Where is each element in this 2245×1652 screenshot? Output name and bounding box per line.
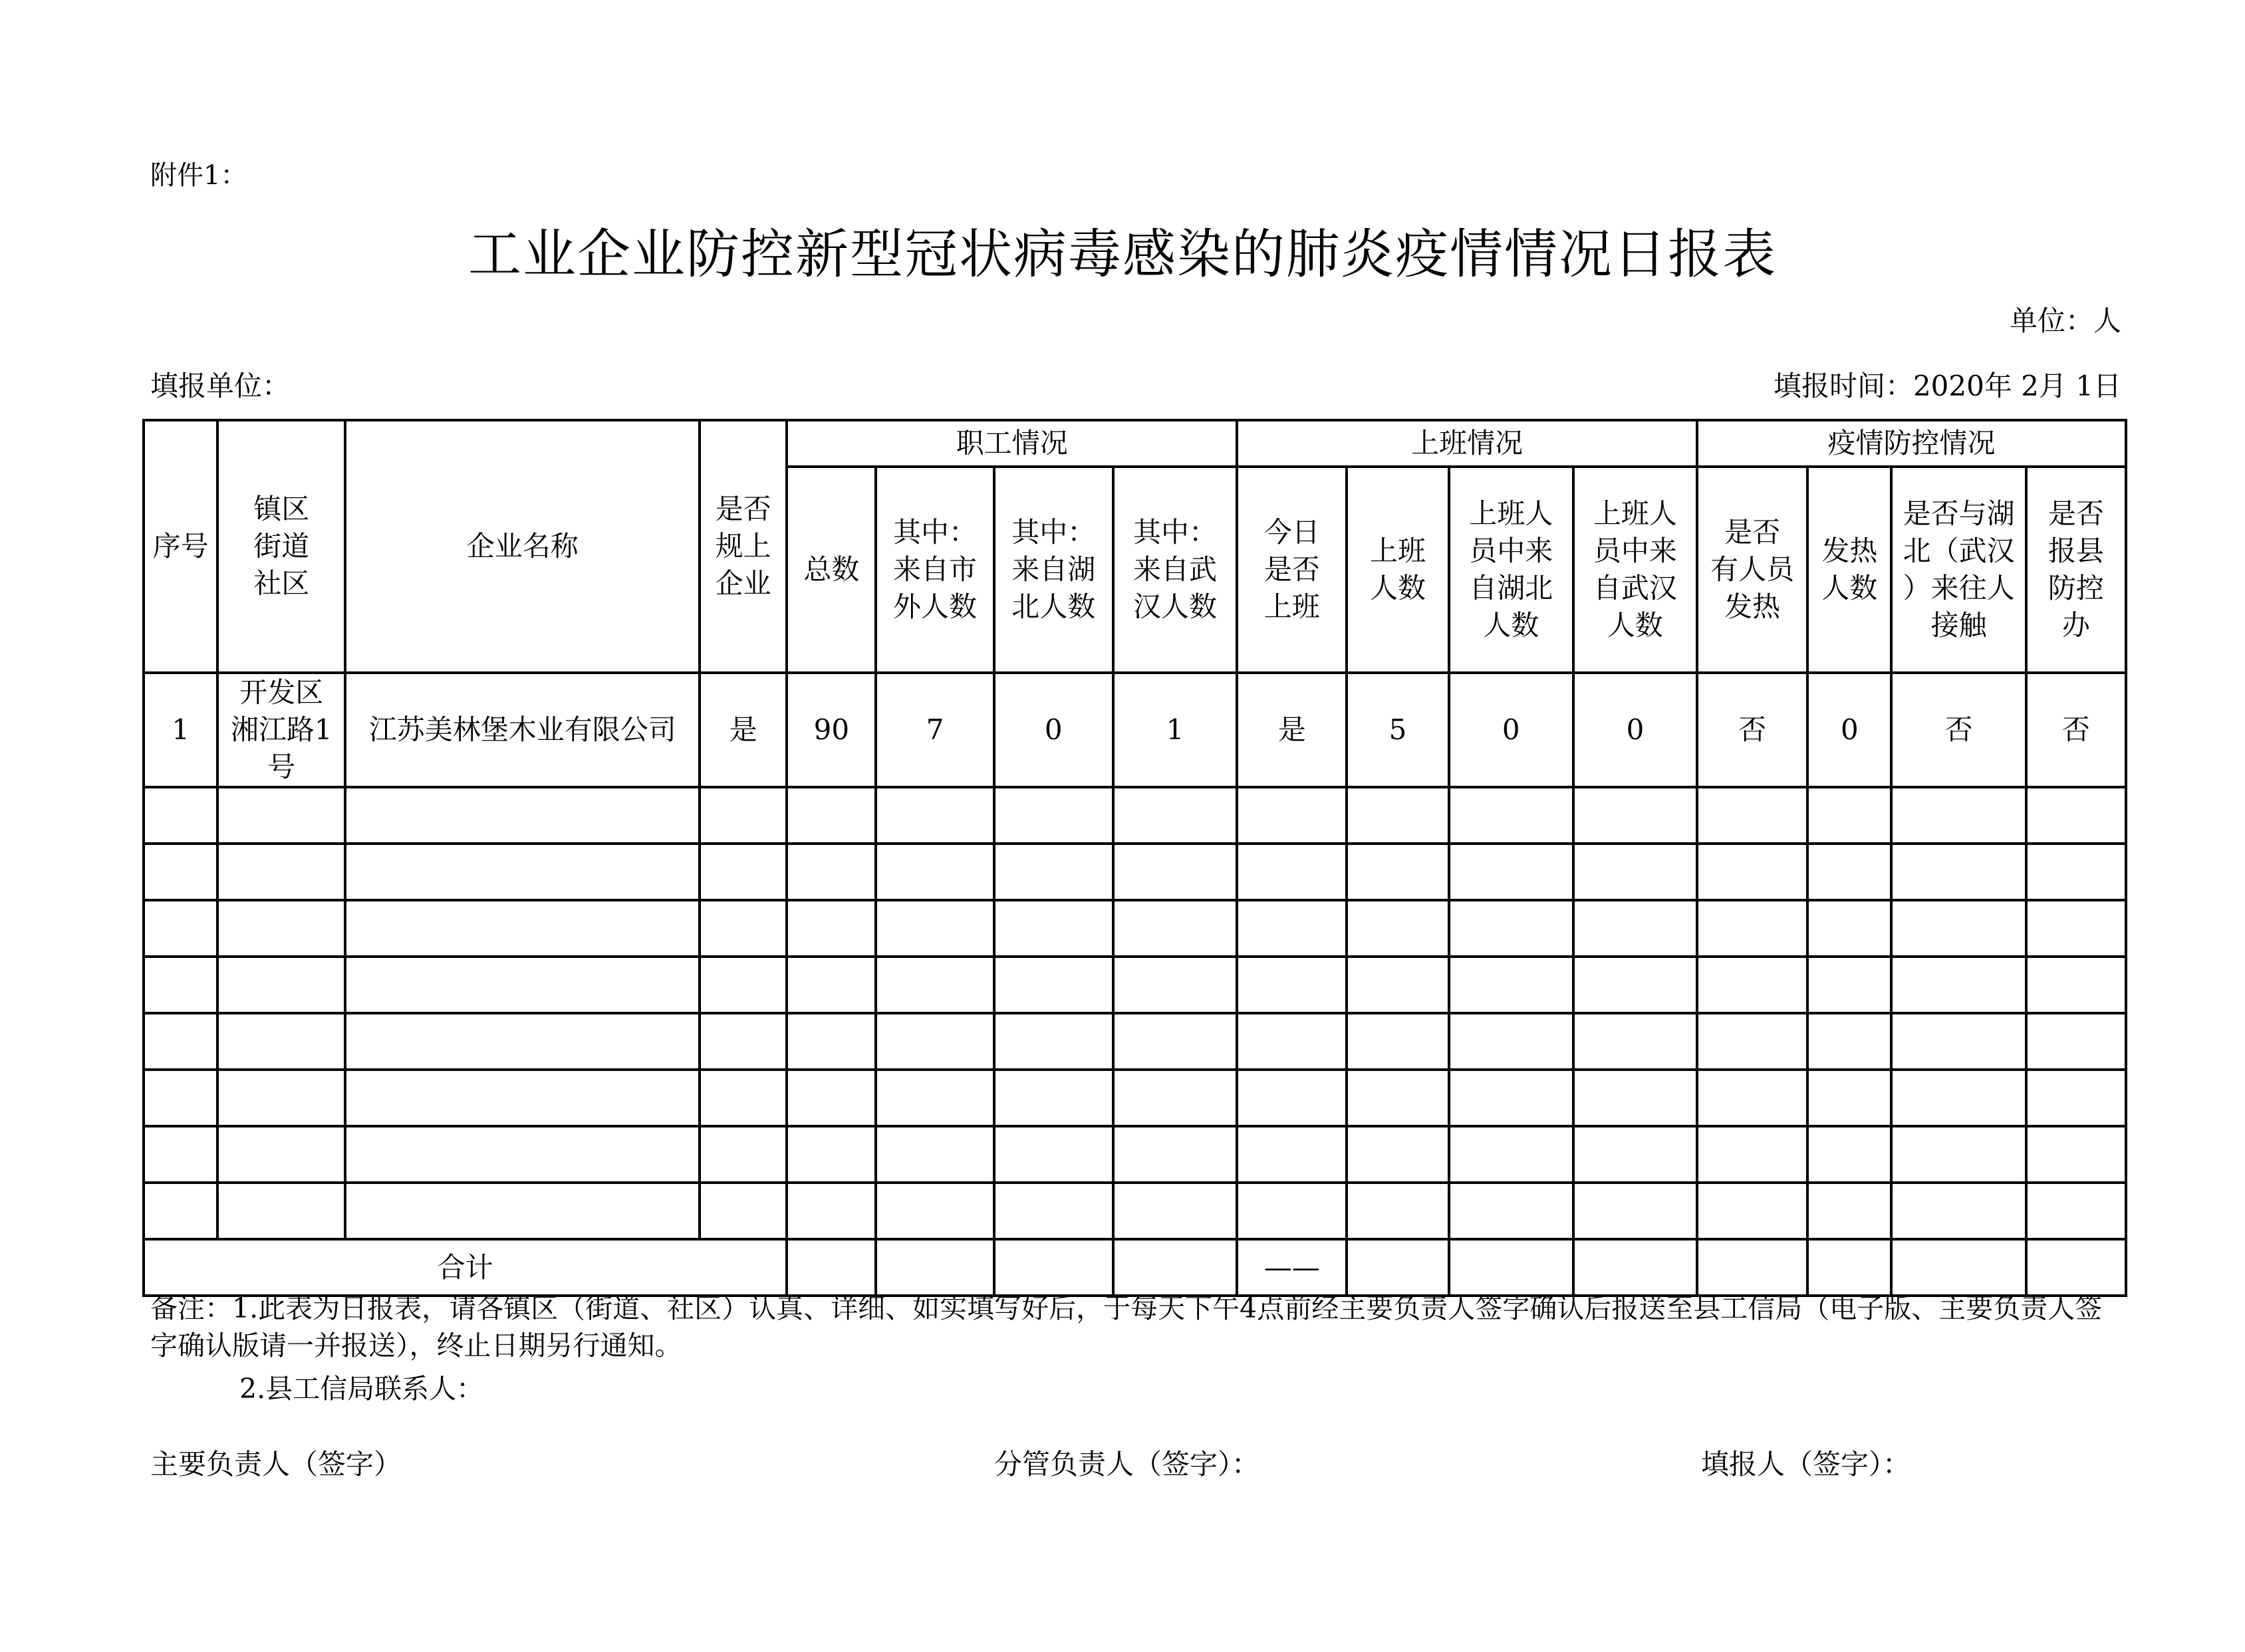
empty-cell	[994, 1070, 1113, 1126]
empty-cell	[1807, 900, 1891, 957]
empty-cell	[2026, 1126, 2126, 1183]
total-cell	[787, 1239, 876, 1296]
empty-cell	[1237, 1013, 1347, 1070]
header-group-staff: 职工情况	[787, 420, 1237, 467]
empty-cell	[2026, 1013, 2126, 1070]
unit-label: 单位：人	[2009, 304, 2121, 337]
empty-cell	[1237, 900, 1347, 957]
empty-cell	[1891, 844, 2026, 900]
header-work-wuhan: 上班人 员中来 自武汉 人数	[1573, 467, 1697, 673]
table-row	[144, 1070, 2126, 1126]
empty-cell	[345, 1070, 700, 1126]
header-working-today: 今日 是否 上班	[1237, 467, 1347, 673]
cell-working-today: 是	[1237, 673, 1347, 787]
header-seq: 序号	[144, 420, 217, 673]
empty-cell	[1573, 1070, 1697, 1126]
empty-cell	[994, 957, 1113, 1013]
empty-cell	[217, 1070, 345, 1126]
signature-filler: 填报人（签字）：	[1701, 1448, 1911, 1480]
empty-cell	[1347, 844, 1448, 900]
empty-cell	[144, 1013, 217, 1070]
empty-cell	[994, 844, 1113, 900]
empty-cell	[1807, 1126, 1891, 1183]
cell-above-scale: 是	[700, 673, 787, 787]
empty-cell	[2026, 1070, 2126, 1126]
empty-cell	[787, 1070, 876, 1126]
empty-cell	[994, 1183, 1113, 1239]
empty-cell	[1697, 787, 1807, 844]
empty-cell	[1573, 1126, 1697, 1183]
empty-cell	[1237, 844, 1347, 900]
note-2: 2.县工信局联系人：	[239, 1373, 484, 1405]
empty-cell	[144, 900, 217, 957]
cell-town: 开发区 湘江路1 号	[217, 673, 345, 787]
cell-from-hubei: 0	[994, 673, 1113, 787]
empty-cell	[787, 1013, 876, 1070]
empty-cell	[345, 900, 700, 957]
empty-cell	[1573, 1013, 1697, 1070]
empty-cell	[876, 1126, 993, 1183]
header-row-1	[144, 420, 2126, 467]
header-fever-count: 发热 人数	[1807, 467, 1891, 673]
header-has-fever: 是否 有人员 发热	[1697, 467, 1807, 673]
empty-cell	[1891, 1126, 2026, 1183]
total-cell	[1347, 1239, 1448, 1296]
cell-outside-city: 7	[876, 673, 993, 787]
fill-unit-label: 填报单位：	[150, 370, 291, 402]
empty-cell	[1449, 844, 1573, 900]
empty-cell	[1807, 787, 1891, 844]
empty-cell	[217, 1183, 345, 1239]
cell-reported-county: 否	[2026, 673, 2126, 787]
empty-cell	[700, 900, 787, 957]
table-row	[144, 1126, 2126, 1183]
empty-cell	[1697, 844, 1807, 900]
empty-cell	[1347, 787, 1448, 844]
empty-cell	[345, 787, 700, 844]
empty-cell	[2026, 844, 2126, 900]
empty-cell	[876, 1070, 993, 1126]
empty-cell	[1573, 787, 1697, 844]
empty-cell	[1573, 957, 1697, 1013]
header-town: 镇区 街道 社区	[217, 420, 345, 673]
empty-cell	[345, 844, 700, 900]
empty-cell	[1449, 957, 1573, 1013]
header-group-epidemic: 疫情防控情况	[1697, 420, 2126, 467]
empty-cell	[1449, 787, 1573, 844]
header-reported-county: 是否 报县 防控 办	[2026, 467, 2126, 673]
empty-cell	[1891, 900, 2026, 957]
empty-cell	[1891, 1070, 2026, 1126]
empty-cell	[1807, 957, 1891, 1013]
empty-cell	[1113, 787, 1237, 844]
empty-cell	[345, 1183, 700, 1239]
empty-cell	[1113, 957, 1237, 1013]
cell-work-hubei: 0	[1449, 673, 1573, 787]
total-row	[144, 1239, 2126, 1296]
empty-cell	[1449, 1013, 1573, 1070]
empty-cell	[700, 1013, 787, 1070]
empty-cell	[787, 844, 876, 900]
empty-cell	[1449, 1070, 1573, 1126]
cell-seq: 1	[144, 673, 217, 787]
cell-company: 江苏美林堡木业有限公司	[345, 673, 700, 787]
empty-cell	[1237, 787, 1347, 844]
empty-cell	[217, 1013, 345, 1070]
empty-cell	[1573, 1183, 1697, 1239]
empty-cell	[345, 957, 700, 1013]
total-cell	[2026, 1239, 2126, 1296]
total-cell	[1807, 1239, 1891, 1296]
empty-cell	[876, 957, 993, 1013]
cell-work-wuhan: 0	[1573, 673, 1697, 787]
empty-cell	[1807, 844, 1891, 900]
header-working-count: 上班 人数	[1347, 467, 1448, 673]
empty-cell	[1347, 1183, 1448, 1239]
page-title: 工业企业防控新型冠状病毒感染的肺炎疫情情况日报表	[468, 223, 1777, 285]
total-cell	[1891, 1239, 2026, 1296]
cell-from-wuhan: 1	[1113, 673, 1237, 787]
empty-cell	[1237, 957, 1347, 1013]
empty-cell	[2026, 900, 2126, 957]
table-row	[144, 1183, 2126, 1239]
table-row	[144, 844, 2126, 900]
empty-cell	[1573, 900, 1697, 957]
empty-cell	[217, 844, 345, 900]
empty-cell	[1449, 1183, 1573, 1239]
total-cell	[1113, 1239, 1237, 1296]
empty-cell	[1891, 957, 2026, 1013]
empty-cell	[1449, 1126, 1573, 1183]
empty-cell	[994, 1126, 1113, 1183]
empty-cell	[144, 957, 217, 1013]
empty-cell	[217, 957, 345, 1013]
empty-cell	[787, 787, 876, 844]
empty-cell	[217, 787, 345, 844]
empty-cell	[876, 1013, 993, 1070]
empty-cell	[787, 1126, 876, 1183]
empty-cell	[700, 957, 787, 1013]
empty-cell	[876, 1183, 993, 1239]
empty-cell	[1237, 1070, 1347, 1126]
empty-cell	[1807, 1070, 1891, 1126]
empty-cell	[1891, 1013, 2026, 1070]
total-label: 合计	[144, 1239, 787, 1296]
empty-cell	[1347, 957, 1448, 1013]
empty-cell	[144, 844, 217, 900]
fill-time-label: 填报时间：2020年 2月 1日	[1773, 370, 2121, 402]
empty-cell	[700, 1183, 787, 1239]
empty-cell	[994, 787, 1113, 844]
total-cell	[994, 1239, 1113, 1296]
empty-cell	[787, 900, 876, 957]
cell-contact-hubei: 否	[1891, 673, 2026, 787]
empty-cell	[1113, 900, 1237, 957]
total-cell	[1697, 1239, 1807, 1296]
empty-cell	[2026, 787, 2126, 844]
empty-cell	[144, 787, 217, 844]
empty-cell	[1697, 900, 1807, 957]
empty-cell	[217, 900, 345, 957]
empty-cell	[787, 957, 876, 1013]
empty-cell	[217, 1126, 345, 1183]
empty-cell	[1347, 1070, 1448, 1126]
total-cell	[1449, 1239, 1573, 1296]
empty-cell	[1573, 844, 1697, 900]
signature-deputy-leader: 分管负责人（签字）：	[994, 1448, 1260, 1480]
header-work-hubei: 上班人 员中来 自湖北 人数	[1449, 467, 1573, 673]
empty-cell	[994, 1013, 1113, 1070]
empty-cell	[700, 1126, 787, 1183]
signature-main-leader: 主要负责人（签字）	[150, 1448, 402, 1480]
empty-cell	[345, 1013, 700, 1070]
header-contact-hubei: 是否与湖 北（武汉 ）来往人 接触	[1891, 467, 2026, 673]
empty-cell	[876, 900, 993, 957]
empty-cell	[1697, 1013, 1807, 1070]
empty-cell	[1807, 1013, 1891, 1070]
empty-cell	[144, 1070, 217, 1126]
table-row	[144, 1013, 2126, 1070]
empty-cell	[1347, 1013, 1448, 1070]
cell-total: 90	[787, 673, 876, 787]
empty-cell	[1891, 1183, 2026, 1239]
cell-fever-count: 0	[1807, 673, 1891, 787]
empty-cell	[700, 844, 787, 900]
header-outside-city: 其中： 来自市 外人数	[876, 467, 993, 673]
empty-cell	[2026, 957, 2126, 1013]
header-total: 总数	[787, 467, 876, 673]
empty-cell	[700, 1070, 787, 1126]
daily-report-table	[142, 419, 2127, 1297]
empty-cell	[1237, 1126, 1347, 1183]
empty-cell	[1347, 1126, 1448, 1183]
cell-has-fever: 否	[1697, 673, 1807, 787]
empty-cell	[1697, 957, 1807, 1013]
header-from-wuhan: 其中： 来自武 汉人数	[1113, 467, 1237, 673]
total-cell	[1573, 1239, 1697, 1296]
total-cell	[876, 1239, 993, 1296]
empty-cell	[1113, 1070, 1237, 1126]
empty-cell	[1113, 1013, 1237, 1070]
header-from-hubei: 其中： 来自湖 北人数	[994, 467, 1113, 673]
empty-cell	[994, 900, 1113, 957]
header-company: 企业名称	[345, 420, 700, 673]
empty-cell	[1113, 1183, 1237, 1239]
cell-working-count: 5	[1347, 673, 1448, 787]
table-row	[144, 673, 2126, 787]
empty-cell	[1449, 900, 1573, 957]
empty-cell	[345, 1126, 700, 1183]
attachment-label: 附件1：	[150, 160, 247, 191]
empty-cell	[876, 787, 993, 844]
empty-cell	[1113, 1126, 1237, 1183]
empty-cell	[700, 787, 787, 844]
empty-cell	[1697, 1126, 1807, 1183]
empty-cell	[1113, 844, 1237, 900]
empty-cell	[876, 844, 993, 900]
table-row	[144, 787, 2126, 844]
header-group-work: 上班情况	[1237, 420, 1697, 467]
empty-cell	[144, 1126, 217, 1183]
empty-cell	[1807, 1183, 1891, 1239]
empty-cell	[1347, 900, 1448, 957]
empty-cell	[1237, 1183, 1347, 1239]
header-above-scale: 是否 规上 企业	[700, 420, 787, 673]
empty-cell	[1697, 1183, 1807, 1239]
empty-cell	[787, 1183, 876, 1239]
table-row	[144, 957, 2126, 1013]
empty-cell	[144, 1183, 217, 1239]
empty-cell	[2026, 1183, 2126, 1239]
total-dash: ——	[1237, 1239, 1347, 1296]
empty-cell	[1697, 1070, 1807, 1126]
empty-cell	[1891, 787, 2026, 844]
note-1: 备注：1.此表为日报表，请各镇区（街道、社区）认真、详细、如实填写好后，于每天下午4点前经主要负责人签字确认后报送至县工信局（电子版、主要负责人签字确认版请一并报送），终止日期另行通知。	[150, 1292, 2103, 1361]
table-row	[144, 900, 2126, 957]
